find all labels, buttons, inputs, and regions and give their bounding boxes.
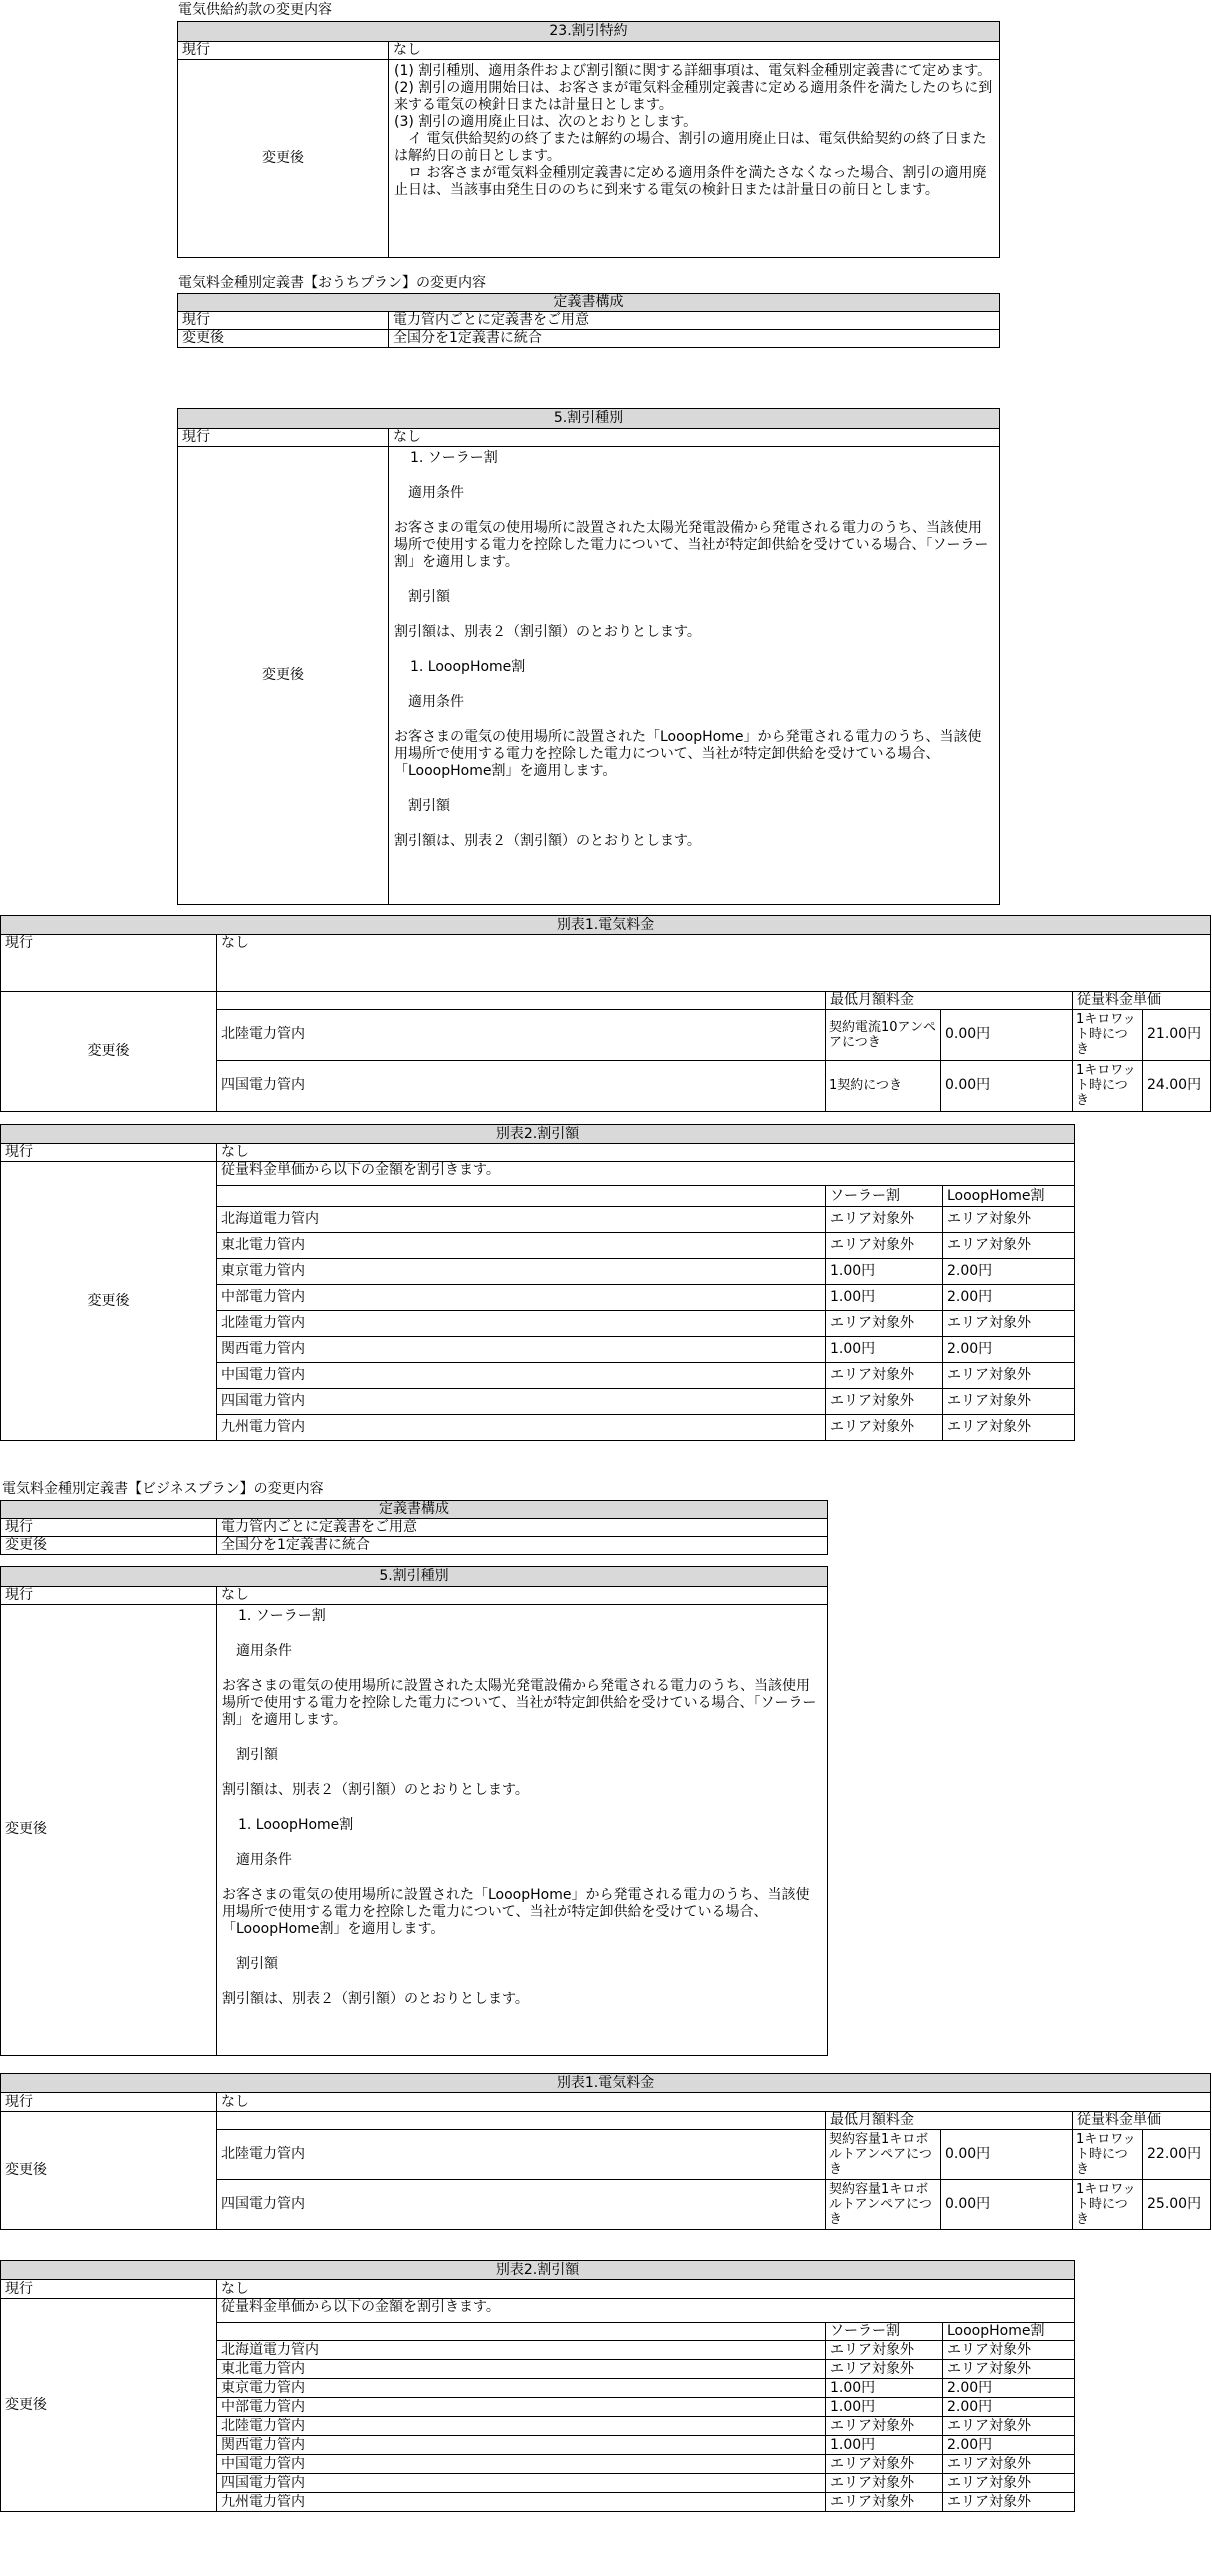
- ouchi-looop-cond-label: 適用条件: [408, 693, 464, 710]
- business-structure-table: [0, 1500, 828, 1555]
- looop-cell: エリア対象外: [943, 1207, 1075, 1233]
- ouchi-looop-amount-label: 割引額: [408, 797, 450, 814]
- table-row: 関西電力管内: [217, 1337, 826, 1363]
- table-row: 中部電力管内: [217, 2398, 826, 2417]
- ouchi-tariff-after-label: 変更後: [1, 992, 217, 1112]
- ouchi-tariff-current-value: なし: [217, 935, 1211, 992]
- looop-cell: エリア対象外: [943, 2474, 1075, 2493]
- ouchi-discount-type-after-content: [389, 446, 1000, 904]
- ouchi-discount-amount-area-head: [217, 1186, 826, 1207]
- business-tariff-row-rate-price: 25.00円: [1143, 2179, 1211, 2229]
- ouchi-structure-table: [177, 293, 1000, 348]
- business-solar-cond-label: 適用条件: [236, 1642, 292, 1659]
- solar-cell: エリア対象外: [826, 2474, 943, 2493]
- business-tariff-area-head: [217, 2112, 826, 2130]
- solar-cell: 1.00円: [826, 2379, 943, 2398]
- business-structure-header: 定義書構成: [1, 1501, 828, 1519]
- table-row: 北陸電力管内: [217, 2417, 826, 2436]
- ouchi-structure-after-value: 全国分を1定義書に統合: [389, 330, 1000, 348]
- looop-cell: エリア対象外: [943, 2493, 1075, 2512]
- ouchi-caption: 電気料金種別定義書【おうちプラン】の変更内容: [178, 275, 486, 291]
- looop-cell: エリア対象外: [943, 1233, 1075, 1259]
- solar-cell: 1.00円: [826, 1285, 943, 1311]
- business-tariff-row-min-unit: 契約容量1キロボルトアンペアにつき: [826, 2129, 941, 2179]
- kyokyu-item-2: (2) 割引の適用開始日は、お客さまが電気料金種別定義書に定める適用条件を満たしたのちに到来する電気の検針日または計量日とします。: [394, 79, 993, 113]
- business-tariff-table: [0, 2073, 1211, 2230]
- looop-cell: 2.00円: [943, 1259, 1075, 1285]
- ouchi-structure-after-label: 変更後: [178, 330, 389, 348]
- ouchi-tariff-header: 別表1.電気料金: [1, 916, 1211, 935]
- table-row: 中国電力管内: [217, 2455, 826, 2474]
- table-row: 東京電力管内: [217, 1259, 826, 1285]
- table-row: 中国電力管内: [217, 1363, 826, 1389]
- business-discount-amount-area-head: [217, 2323, 826, 2341]
- business-discount-type-current-value: なし: [217, 1587, 828, 1605]
- table-row: 北陸電力管内: [217, 1311, 826, 1337]
- looop-cell: 2.00円: [943, 2398, 1075, 2417]
- looop-cell: エリア対象外: [943, 2360, 1075, 2379]
- table-row: 東北電力管内: [217, 1233, 826, 1259]
- ouchi-tariff-row-min-unit: 契約電流10アンペアにつき: [826, 1009, 941, 1060]
- looop-cell: 2.00円: [943, 1285, 1075, 1311]
- ouchi-solar-cond-label: 適用条件: [408, 484, 464, 501]
- solar-cell: エリア対象外: [826, 2455, 943, 2474]
- business-solar-amount-label: 割引額: [236, 1746, 278, 1763]
- business-structure-after-value: 全国分を1定義書に統合: [217, 1537, 828, 1555]
- business-tariff-row-rate-unit: 1キロワット時につき: [1073, 2129, 1143, 2179]
- kyokyu-table: [177, 21, 1000, 258]
- ouchi-tariff-col-unit: 従量料金単価: [1073, 992, 1211, 1010]
- solar-cell: 1.00円: [826, 1337, 943, 1363]
- solar-cell: エリア対象外: [826, 2493, 943, 2512]
- business-caption: 電気料金種別定義書【ビジネスプラン】の変更内容: [2, 1481, 324, 1497]
- ouchi-tariff-row-rate-unit: 1キロワット時につき: [1073, 1009, 1143, 1060]
- ouchi-discount-amount-table: [0, 1124, 1075, 1441]
- solar-cell: エリア対象外: [826, 1311, 943, 1337]
- solar-cell: エリア対象外: [826, 1363, 943, 1389]
- kyokyu-after-content: [389, 59, 1000, 257]
- business-looop-amount-label: 割引額: [236, 1955, 278, 1972]
- kyokyu-current-value: なし: [389, 42, 1000, 60]
- looop-cell: エリア対象外: [943, 1311, 1075, 1337]
- business-discount-amount-current-label: 現行: [1, 2280, 217, 2299]
- business-structure-current-value: 電力管内ごとに定義書をご用意: [217, 1519, 828, 1537]
- ouchi-tariff-row-area: 北陸電力管内: [217, 1009, 826, 1060]
- ouchi-tariff-table: [0, 915, 1211, 1112]
- business-tariff-after-label: 変更後: [1, 2112, 217, 2230]
- solar-cell: 1.00円: [826, 2436, 943, 2455]
- ouchi-discount-amount-after-label: 変更後: [1, 1162, 217, 1441]
- business-structure-after-label: 変更後: [1, 1537, 217, 1555]
- business-discount-amount-intro: 従量料金単価から以下の金額を割引きます。: [217, 2299, 1075, 2323]
- ouchi-solar-amount-text: 割引額は、別表２（割引額）のとおりとします。: [394, 623, 701, 640]
- kyokyu-item-1: (1) 割引種別、適用条件および割引額に関する詳細事項は、電気料金種別定義書にて定めます。: [394, 62, 992, 79]
- business-tariff-row-rate-price: 22.00円: [1143, 2129, 1211, 2179]
- business-tariff-current-value: なし: [217, 2093, 1211, 2112]
- ouchi-solar-cond-text: お客さまの電気の使用場所に設置された太陽光発電設備から発電される電力のうち、当該使用場所で使用する電力を控除した電力について、当社が特定卸供給を受けている場合、「ソーラー割」を適用します。: [394, 519, 989, 570]
- table-row: 四国電力管内: [217, 2474, 826, 2493]
- solar-cell: エリア対象外: [826, 1415, 943, 1441]
- business-tariff-row-rate-unit: 1キロワット時につき: [1073, 2179, 1143, 2229]
- ouchi-tariff-area-head: [217, 992, 826, 1010]
- ouchi-structure-current-value: 電力管内ごとに定義書をご用意: [389, 312, 1000, 330]
- business-tariff-row-min-price: 0.00円: [941, 2179, 1073, 2229]
- ouchi-discount-amount-current-label: 現行: [1, 1144, 217, 1162]
- solar-cell: エリア対象外: [826, 1233, 943, 1259]
- table-row: 東北電力管内: [217, 2360, 826, 2379]
- table-row: 東京電力管内: [217, 2379, 826, 2398]
- ouchi-tariff-row-rate-unit: 1キロワット時につき: [1073, 1060, 1143, 1111]
- business-solar-title: 1. ソーラー割: [238, 1607, 326, 1624]
- solar-cell: エリア対象外: [826, 2341, 943, 2360]
- ouchi-discount-amount-intro: 従量料金単価から以下の金額を割引きます。: [217, 1162, 1075, 1186]
- ouchi-solar-amount-label: 割引額: [408, 588, 450, 605]
- ouchi-discount-amount-col-looop: LooopHome割: [943, 1186, 1075, 1207]
- ouchi-tariff-col-min: 最低月額料金: [826, 992, 1073, 1010]
- kyokyu-caption: 電気供給約款の変更内容: [178, 2, 332, 18]
- looop-cell: 2.00円: [943, 2379, 1075, 2398]
- business-looop-amount-text: 割引額は、別表２（割引額）のとおりとします。: [222, 1990, 529, 2007]
- ouchi-solar-title: 1. ソーラー割: [410, 449, 498, 466]
- business-discount-amount-table: [0, 2260, 1075, 2512]
- solar-cell: エリア対象外: [826, 2417, 943, 2436]
- ouchi-looop-cond-text: お客さまの電気の使用場所に設置された「LooopHome」から発電される電力のうち、当該使用場所で使用する電力を控除した電力について、当社が特定卸供給を受けている場合、「LooopHome割」を適用します。: [394, 728, 982, 779]
- ouchi-tariff-row-min-price: 0.00円: [941, 1009, 1073, 1060]
- business-discount-type-table: [0, 1566, 828, 2056]
- table-row: 北海道電力管内: [217, 1207, 826, 1233]
- ouchi-discount-amount-col-solar: ソーラー割: [826, 1186, 943, 1207]
- business-discount-amount-after-label: 変更後: [1, 2299, 217, 2512]
- business-tariff-row-min-price: 0.00円: [941, 2129, 1073, 2179]
- business-tariff-row-area: 四国電力管内: [217, 2179, 826, 2229]
- business-solar-cond-text: お客さまの電気の使用場所に設置された太陽光発電設備から発電される電力のうち、当該使用場所で使用する電力を控除した電力について、当社が特定卸供給を受けている場合、「ソーラー割」を適用します。: [222, 1677, 817, 1728]
- business-tariff-current-label: 現行: [1, 2093, 217, 2112]
- table-row: 北海道電力管内: [217, 2341, 826, 2360]
- kyokyu-after-label: 変更後: [178, 59, 389, 257]
- business-discount-type-after-content: [217, 1604, 828, 2055]
- business-looop-cond-text: お客さまの電気の使用場所に設置された「LooopHome」から発電される電力のうち、当該使用場所で使用する電力を控除した電力について、当社が特定卸供給を受けている場合、「LooopHome割」を適用します。: [222, 1886, 810, 1937]
- ouchi-discount-type-header: 5.割引種別: [178, 409, 1000, 429]
- business-discount-type-after-label: 変更後: [1, 1604, 217, 2055]
- business-tariff-row-area: 北陸電力管内: [217, 2129, 826, 2179]
- ouchi-tariff-row-min-price: 0.00円: [941, 1060, 1073, 1111]
- table-row: 中部電力管内: [217, 1285, 826, 1311]
- ouchi-discount-type-after-label: 変更後: [178, 446, 389, 904]
- ouchi-tariff-row-rate-price: 21.00円: [1143, 1009, 1211, 1060]
- kyokyu-current-label: 現行: [178, 42, 389, 60]
- ouchi-structure-current-label: 現行: [178, 312, 389, 330]
- looop-cell: エリア対象外: [943, 2455, 1075, 2474]
- business-discount-type-header: 5.割引種別: [1, 1567, 828, 1587]
- business-tariff-row-min-unit: 契約容量1キロボルトアンペアにつき: [826, 2179, 941, 2229]
- ouchi-structure-header: 定義書構成: [178, 294, 1000, 312]
- ouchi-discount-type-current-value: なし: [389, 429, 1000, 447]
- ouchi-looop-amount-text: 割引額は、別表２（割引額）のとおりとします。: [394, 832, 701, 849]
- ouchi-looop-title: 1. LooopHome割: [410, 658, 526, 675]
- business-discount-amount-current-value: なし: [217, 2280, 1075, 2299]
- looop-cell: 2.00円: [943, 1337, 1075, 1363]
- ouchi-tariff-row-area: 四国電力管内: [217, 1060, 826, 1111]
- table-row: 関西電力管内: [217, 2436, 826, 2455]
- table-row: 九州電力管内: [217, 1415, 826, 1441]
- looop-cell: 2.00円: [943, 2436, 1075, 2455]
- ouchi-discount-type-current-label: 現行: [178, 429, 389, 447]
- solar-cell: エリア対象外: [826, 1389, 943, 1415]
- solar-cell: 1.00円: [826, 1259, 943, 1285]
- ouchi-tariff-row-min-unit: 1契約につき: [826, 1060, 941, 1111]
- table-row: 九州電力管内: [217, 2493, 826, 2512]
- ouchi-tariff-current-label: 現行: [1, 935, 217, 992]
- business-discount-amount-header: 別表2.割引額: [1, 2261, 1075, 2280]
- kyokyu-item-3-ro: ロ お客さまが電気料金種別定義書に定める適用条件を満たさなくなった場合、割引の適用廃止日は、当該事由発生日ののちに到来する電気の検針日または計量日の前日とします。: [394, 164, 987, 198]
- business-discount-type-current-label: 現行: [1, 1587, 217, 1605]
- business-tariff-col-unit: 従量料金単価: [1073, 2112, 1211, 2130]
- looop-cell: エリア対象外: [943, 2417, 1075, 2436]
- business-solar-amount-text: 割引額は、別表２（割引額）のとおりとします。: [222, 1781, 529, 1798]
- ouchi-discount-amount-current-value: なし: [217, 1144, 1075, 1162]
- table-row: 四国電力管内: [217, 1389, 826, 1415]
- kyokyu-header: 23.割引特約: [178, 22, 1000, 42]
- looop-cell: エリア対象外: [943, 1415, 1075, 1441]
- business-structure-current-label: 現行: [1, 1519, 217, 1537]
- business-looop-title: 1. LooopHome割: [238, 1816, 354, 1833]
- kyokyu-item-3: (3) 割引の適用廃止日は、次のとおりとします。: [394, 113, 698, 130]
- ouchi-discount-amount-header: 別表2.割引額: [1, 1125, 1075, 1144]
- looop-cell: エリア対象外: [943, 2341, 1075, 2360]
- business-tariff-header: 別表1.電気料金: [1, 2074, 1211, 2093]
- solar-cell: 1.00円: [826, 2398, 943, 2417]
- kyokyu-item-3-i: イ 電気供給契約の終了または解約の場合、割引の適用廃止日は、電気供給契約の終了日または解約日の前日とします。: [394, 130, 987, 164]
- looop-cell: エリア対象外: [943, 1363, 1075, 1389]
- ouchi-tariff-row-rate-price: 24.00円: [1143, 1060, 1211, 1111]
- business-tariff-col-min: 最低月額料金: [826, 2112, 1073, 2130]
- business-looop-cond-label: 適用条件: [236, 1851, 292, 1868]
- ouchi-discount-type-table: [177, 408, 1000, 905]
- business-discount-amount-col-solar: ソーラー割: [826, 2323, 943, 2341]
- looop-cell: エリア対象外: [943, 1389, 1075, 1415]
- business-discount-amount-col-looop: LooopHome割: [943, 2323, 1075, 2341]
- solar-cell: エリア対象外: [826, 2360, 943, 2379]
- solar-cell: エリア対象外: [826, 1207, 943, 1233]
